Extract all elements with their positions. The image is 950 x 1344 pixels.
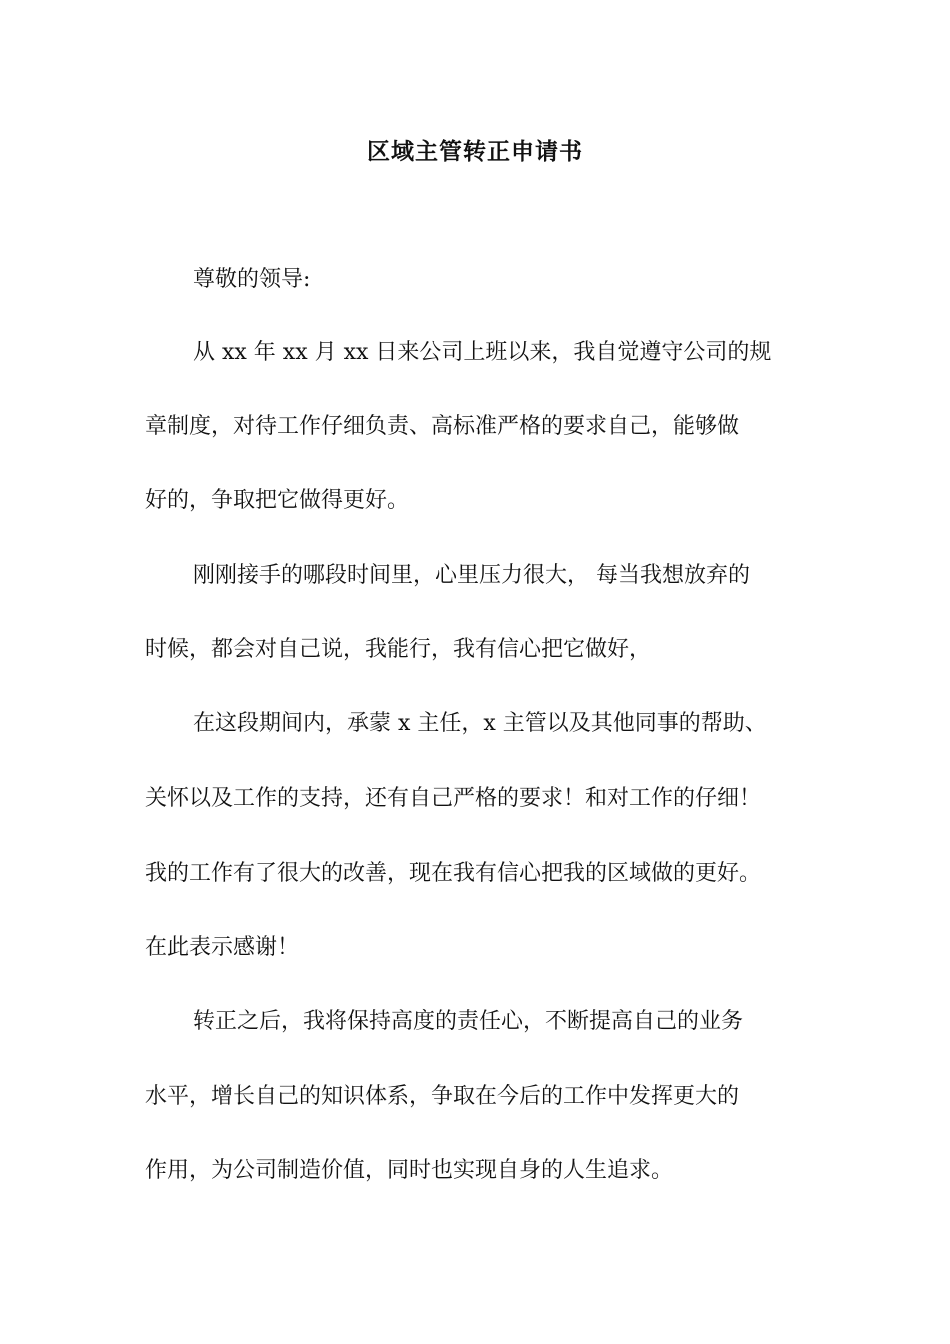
salutation: 尊敬的领导: — [193, 267, 311, 292]
paragraph-1-line-2: 章制度，对待工作仔细负责、高标准严格的要求自己，能够做 — [145, 414, 740, 439]
paragraph-4-line-3: 作用，为公司制造价值，同时也实现自身的人生追求。 — [145, 1158, 674, 1183]
paragraph-3-line-1: 在这段期间内，承蒙 x 主任，x 主管以及其他同事的帮助、 — [193, 711, 767, 736]
paragraph-3-line-2: 关怀以及工作的支持，还有自己严格的要求！和对工作的仔细！ — [145, 786, 762, 811]
paragraph-3-line-3: 我的工作有了很大的改善，现在我有信心把我的区域做的更好。 — [145, 861, 762, 886]
paragraph-3-line-4: 在此表示感谢！ — [145, 935, 300, 960]
paragraph-1-line-1: 从 xx 年 xx 月 xx 日来公司上班以来，我自觉遵守公司的规 — [193, 340, 772, 365]
paragraph-4-line-1: 转正之后，我将保持高度的责任心，不断提高自己的业务 — [193, 1009, 744, 1034]
document-title: 区域主管转正申请书 — [367, 138, 583, 165]
paragraph-2-line-1: 刚刚接手的哪段时间里，心里压力很大， 每当我想放弃的 — [193, 563, 750, 588]
paragraph-4-line-2: 水平，增长自己的知识体系，争取在今后的工作中发挥更大的 — [145, 1084, 740, 1109]
paragraph-1-line-3: 好的，争取把它做得更好。 — [145, 488, 410, 513]
paragraph-2-line-2: 时候，都会对自己说，我能行，我有信心把它做好， — [145, 637, 652, 662]
